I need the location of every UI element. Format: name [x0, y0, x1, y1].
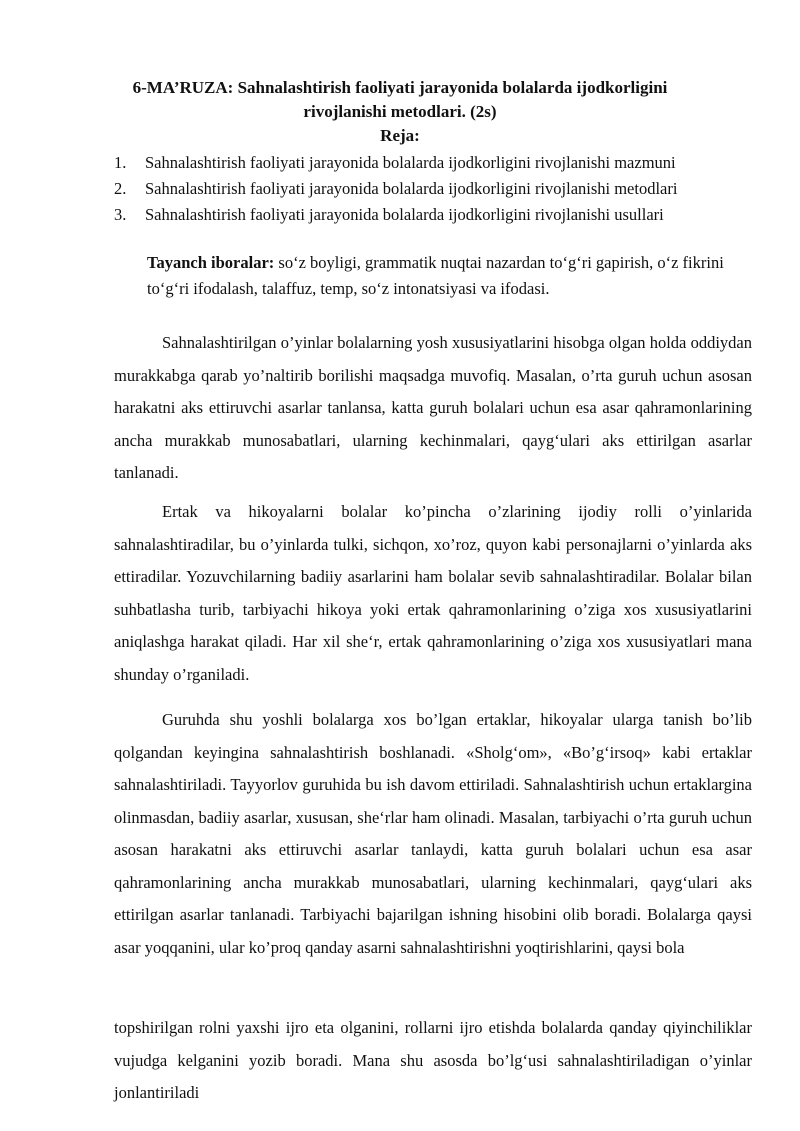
plan-item-number: 1.	[114, 153, 127, 172]
plan-heading: Reja:	[380, 126, 420, 145]
body-paragraph: Guruhda shu yoshli bolalarga xos bo’lgan ertaklar, hikoyalar ularga tanish bo’lib qolgandan keyingina sahnalashtirish boshlanadi. «Sholg‘om», «Bo’g‘irsoq» kabi ertaklar sahnalashtiriladi. Tayyorlov guruhida bu ish davom ettiriladi. Sahnalashtirish uchun ertaklargina olinmasdan, badiiy asarlar, xususan, she‘rlar ham olinadi. Masalan, tarbiyachi o’rta guruh uchun asosan harakatni aks ettiruvchi asarlar tanlaydi, katta guruh bolalari uchun esa asar qahramonlarining ancha murakkab munosabatlari, ularning kechinmalari, qayg‘ulari aks ettirilgan asarlar tanlanadi. Tarbiyachi bajarilgan ishning hisobini olib boradi. Bolalarga qaysi asar yoqqanini, ular ko’proq qanday asarni sahnalashtirishni yoqtirishlarini, qaysi bola	[114, 710, 752, 957]
plan-item	[114, 176, 677, 202]
plan-item-text: Sahnalashtirish faoliyati jarayonida bolalarda ijodkorligini rivojlanishi metodlari	[145, 179, 678, 198]
plan-list	[114, 150, 677, 228]
keywords-block	[147, 250, 747, 302]
plan-item-text: Sahnalashtirish faoliyati jarayonida bolalarda ijodkorligini rivojlanishi usullari	[145, 205, 664, 224]
plan-item-number: 3.	[114, 205, 127, 224]
plan-item	[114, 202, 677, 228]
body-paragraph: Ertak va hikoyalarni bolalar ko’pincha o’zlarining ijodiy rolli o’yinlarida sahnalashtiradilar, bu o’yinlarda tulki, sichqon, xo’roz, quyon kabi personajlarni o’yinlarda aks ettiradilar. Yozuvchilarning badiiy asarlarini ham bolalar sevib sahnalashtiradilar. Bolalar bilan suhbatlasha turib, tarbiyachi hikoya yoki ertak qahramonlarining o’ziga xos xususiyatlarini aniqlashga harakat qiladi. Har xil she‘r, ertak qahramonlarining o’ziga xos xususiyatlari mana shunday o’rganiladi.	[114, 502, 752, 684]
body-paragraph: Sahnalashtirilgan o’yinlar bolalarning yosh xususiyatlarini hisobga olgan holda oddiydan murakkabga qarab yo’naltirib borilishi maqsadga muvofiq. Masalan, o’rta guruh uchun asosan harakatni aks ettiruvchi asarlar tanlansa, katta guruh bolalari uchun esa asar qahramonlarining ancha murakkab munosabatlari, ularning kechinmalari, qayg‘ulari aks ettirilgan asarlar tanlanadi.	[114, 333, 752, 482]
body-paragraph: topshirilgan rolni yaxshi ijro eta olganini, rollarni ijro etishda bolalarda qanday qiyinchiliklar vujudga kelganini yozib boradi. Mana shu asosda bo’lg‘usi sahnalashtiriladigan o’yinlar jonlantiriladi	[114, 1018, 752, 1102]
keywords-text: so‘z boyligi, grammatik nuqtai nazardan to‘g‘ri gapirish, o‘z fikrini to‘g‘ri ifodalash, talaffuz, temp, so‘z intonatsiyasi va ifodasi.	[147, 253, 724, 298]
plan-item-text: Sahnalashtirish faoliyati jarayonida bolalarda ijodkorligini rivojlanishi mazmuni	[145, 153, 676, 172]
keywords-label: Tayanch iboralar:	[147, 253, 279, 272]
plan-item	[114, 150, 677, 176]
page-title: 6-MA’RUZA: Sahnalashtirish faoliyati jarayonida bolalarda ijodkorligini rivojlanishi metodlari. (2s)	[132, 78, 668, 121]
plan-item-number: 2.	[114, 179, 127, 198]
